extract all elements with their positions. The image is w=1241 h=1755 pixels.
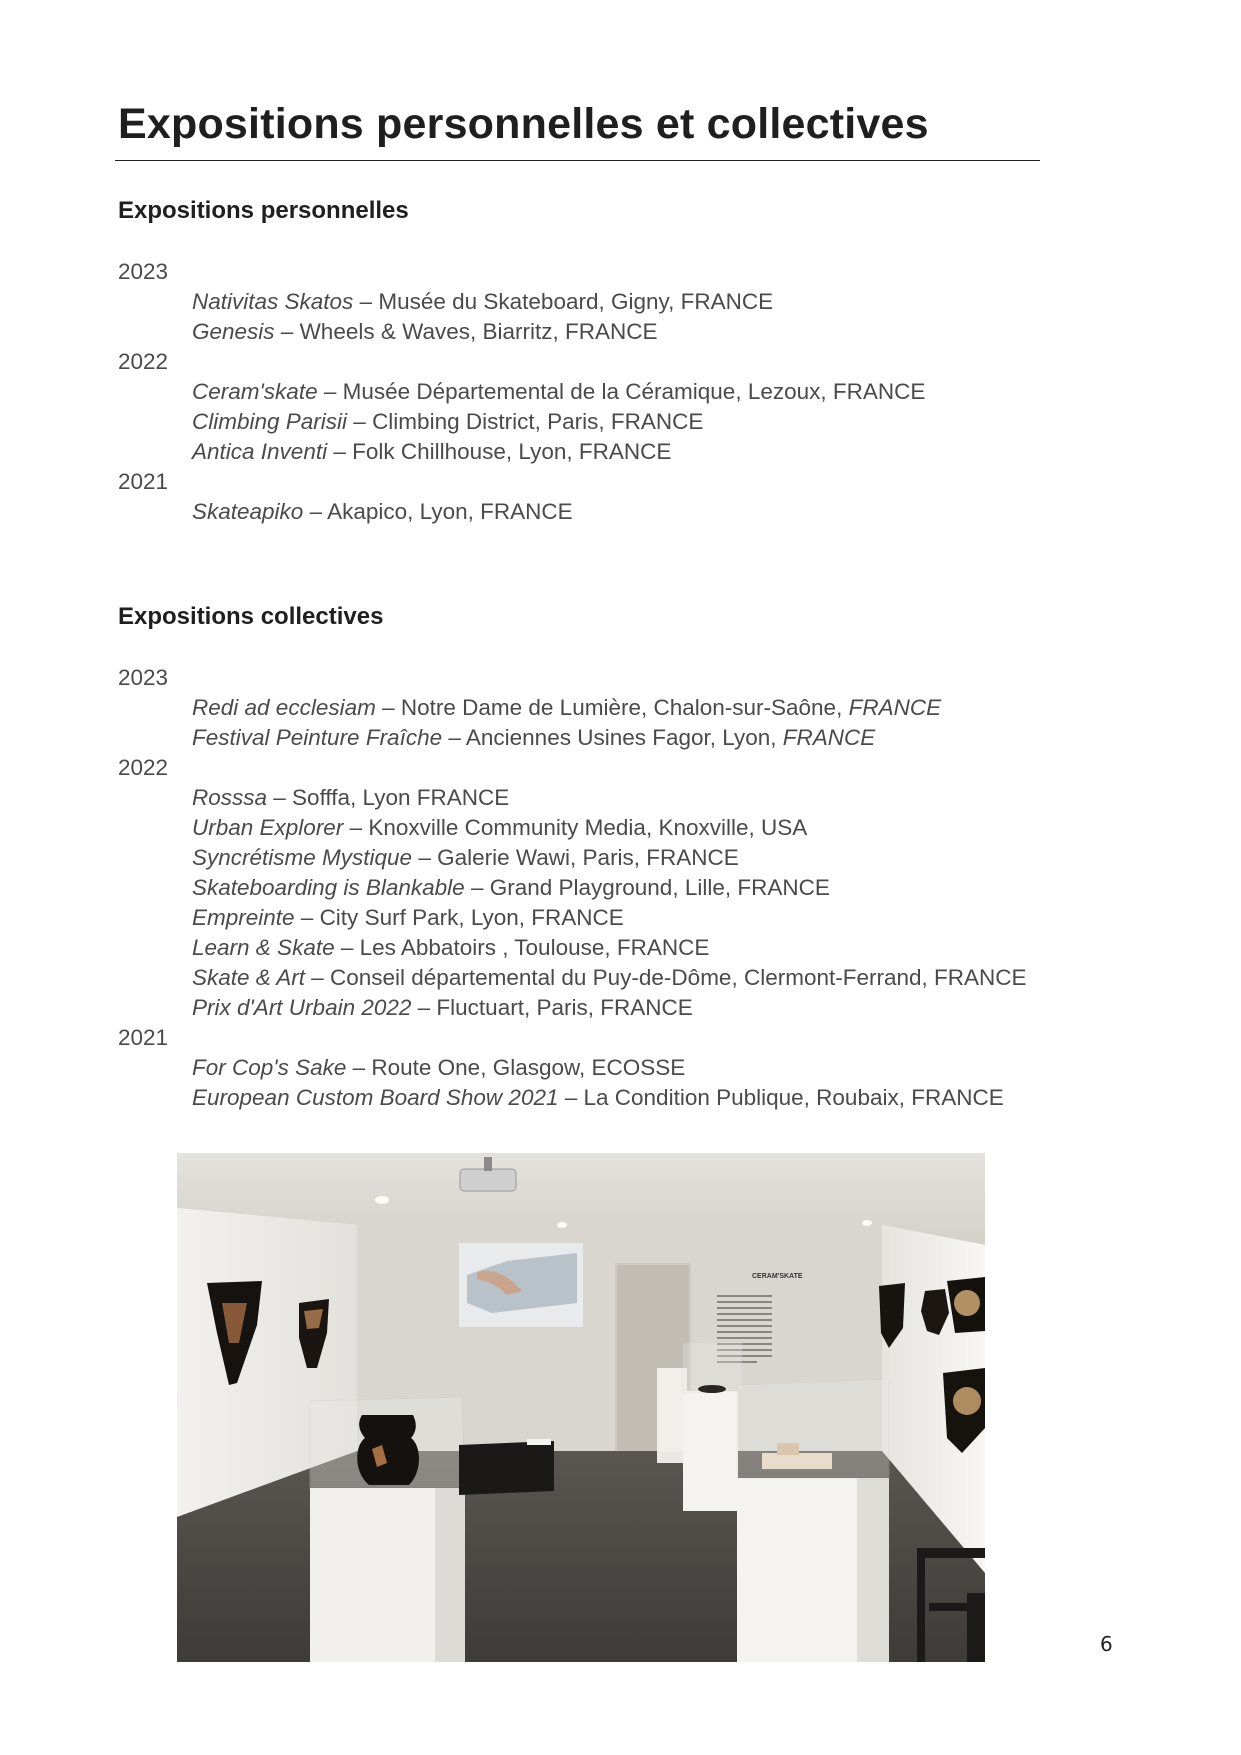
- collective-exhibitions-list: [118, 663, 1118, 1113]
- page-number: 6: [1100, 1632, 1113, 1656]
- exhibition-entry: [118, 317, 1118, 347]
- exhibition-entry: [118, 993, 1118, 1023]
- exhibition-venue: – Fluctuart, Paris, FRANCE: [411, 995, 693, 1020]
- exhibition-venue: – Anciennes Usines Fagor, Lyon,: [442, 725, 783, 750]
- page-title: Expositions personnelles et collectives: [118, 100, 929, 148]
- exhibition-venue: – Akapico, Lyon, FRANCE: [303, 499, 573, 524]
- exhibition-title: Skate & Art: [192, 965, 305, 990]
- exhibition-entry: [118, 903, 1118, 933]
- exhibition-title: Ceram'skate: [192, 379, 318, 404]
- exhibition-venue: – Galerie Wawi, Paris, FRANCE: [412, 845, 739, 870]
- personal-exhibitions-list: [118, 257, 1118, 527]
- exhibition-title: Learn & Skate: [192, 935, 335, 960]
- exhibition-title: Antica Inventi: [192, 439, 328, 464]
- exhibition-entry: [118, 963, 1118, 993]
- exhibition-entry: [118, 933, 1118, 963]
- year-label: 2022: [118, 755, 169, 780]
- exhibition-title: Prix d'Art Urbain 2022: [192, 995, 412, 1020]
- exhibition-title: Skateapiko: [192, 499, 304, 524]
- center-bowl: [698, 1385, 726, 1393]
- exhibition-venue: – Musée Départemental de la Céramique, Lezoux, FRANCE: [317, 379, 926, 404]
- exhibition-title: Empreinte: [192, 905, 295, 930]
- exhibition-entry: [118, 437, 1118, 467]
- exhibition-venue: – Climbing District, Paris, FRANCE: [347, 409, 704, 434]
- exhibition-venue: – Notre Dame de Lumière, Chalon-sur-Saône,: [375, 695, 849, 720]
- exhibition-entry: [118, 723, 1118, 753]
- exhibition-venue: – Musée du Skateboard, Gigny, FRANCE: [353, 289, 774, 314]
- exhibition-venue: – Wheels & Waves, Biarritz, FRANCE: [274, 319, 658, 344]
- year-label: 2021: [118, 469, 169, 494]
- ceiling-light-left: [375, 1196, 389, 1204]
- exhibition-country: FRANCE: [848, 695, 942, 720]
- exhibition-venue: – Sofffa, Lyon FRANCE: [267, 785, 510, 810]
- exhibition-entry: [118, 1053, 1118, 1083]
- exhibition-title: Redi ad ecclesiam: [192, 695, 376, 720]
- exhibition-gallery-photo: [177, 1153, 985, 1662]
- exhibition-venue: – Les Abbatoirs , Toulouse, FRANCE: [334, 935, 710, 960]
- exhibition-venue: – Conseil départemental du Puy-de-Dôme, Clermont-Ferrand, FRANCE: [304, 965, 1027, 990]
- collective-exhibitions-heading: Expositions collectives: [118, 603, 384, 630]
- black-bench: [459, 1441, 554, 1495]
- exhibition-entry: [118, 783, 1118, 813]
- exhibition-title: European Custom Board Show 2021: [192, 1085, 559, 1110]
- exhibition-title: Genesis: [192, 319, 275, 344]
- exhibition-title: Festival Peinture Fraîche: [192, 725, 443, 750]
- exhibition-entry: [118, 1083, 1118, 1113]
- exhibition-title: Nativitas Skatos: [192, 289, 354, 314]
- ceiling-light-mid: [557, 1222, 567, 1228]
- year-label: 2023: [118, 665, 169, 690]
- exhibition-venue: – Folk Chillhouse, Lyon, FRANCE: [327, 439, 672, 464]
- year-label: 2022: [118, 349, 169, 374]
- exhibition-title: Climbing Parisii: [192, 409, 348, 434]
- exhibition-country: FRANCE: [782, 725, 876, 750]
- exhibition-entry: [118, 873, 1118, 903]
- year-label: 2023: [118, 259, 169, 284]
- exhibition-venue: – La Condition Publique, Roubaix, FRANCE: [558, 1085, 1004, 1110]
- title-divider: [115, 160, 1040, 161]
- ceramic-pieces: [762, 1453, 832, 1469]
- exhibition-entry: [118, 693, 1118, 723]
- exhibition-entry: [118, 813, 1118, 843]
- exhibition-entry: [118, 377, 1118, 407]
- exhibition-entry: [118, 287, 1118, 317]
- black-vase: [357, 1415, 419, 1485]
- poster-title: CERAM'SKATE: [752, 1273, 803, 1280]
- exhibition-entry: [118, 407, 1118, 437]
- projector: [460, 1169, 516, 1191]
- exhibition-entry: [118, 843, 1118, 873]
- projector-mount: [484, 1157, 492, 1171]
- exhibition-title: Rosssa: [192, 785, 268, 810]
- exhibition-venue: – City Surf Park, Lyon, FRANCE: [294, 905, 624, 930]
- exhibition-venue: – Knoxville Community Media, Knoxville, USA: [343, 815, 808, 840]
- exhibition-title: For Cop's Sake: [192, 1055, 347, 1080]
- center-pedestal-front: [683, 1391, 738, 1511]
- exhibition-venue: – Route One, Glasgow, ECOSSE: [346, 1055, 686, 1080]
- ceiling-light-right: [862, 1220, 872, 1226]
- exhibition-title: Skateboarding is Blankable: [192, 875, 465, 900]
- exhibition-entry: [118, 497, 1118, 527]
- exhibition-title: Syncrétisme Mystique: [192, 845, 413, 870]
- year-label: 2021: [118, 1025, 169, 1050]
- personal-exhibitions-heading: Expositions personnelles: [118, 197, 409, 224]
- exhibition-venue: – Grand Playground, Lille, FRANCE: [464, 875, 830, 900]
- exhibition-title: Urban Explorer: [192, 815, 344, 840]
